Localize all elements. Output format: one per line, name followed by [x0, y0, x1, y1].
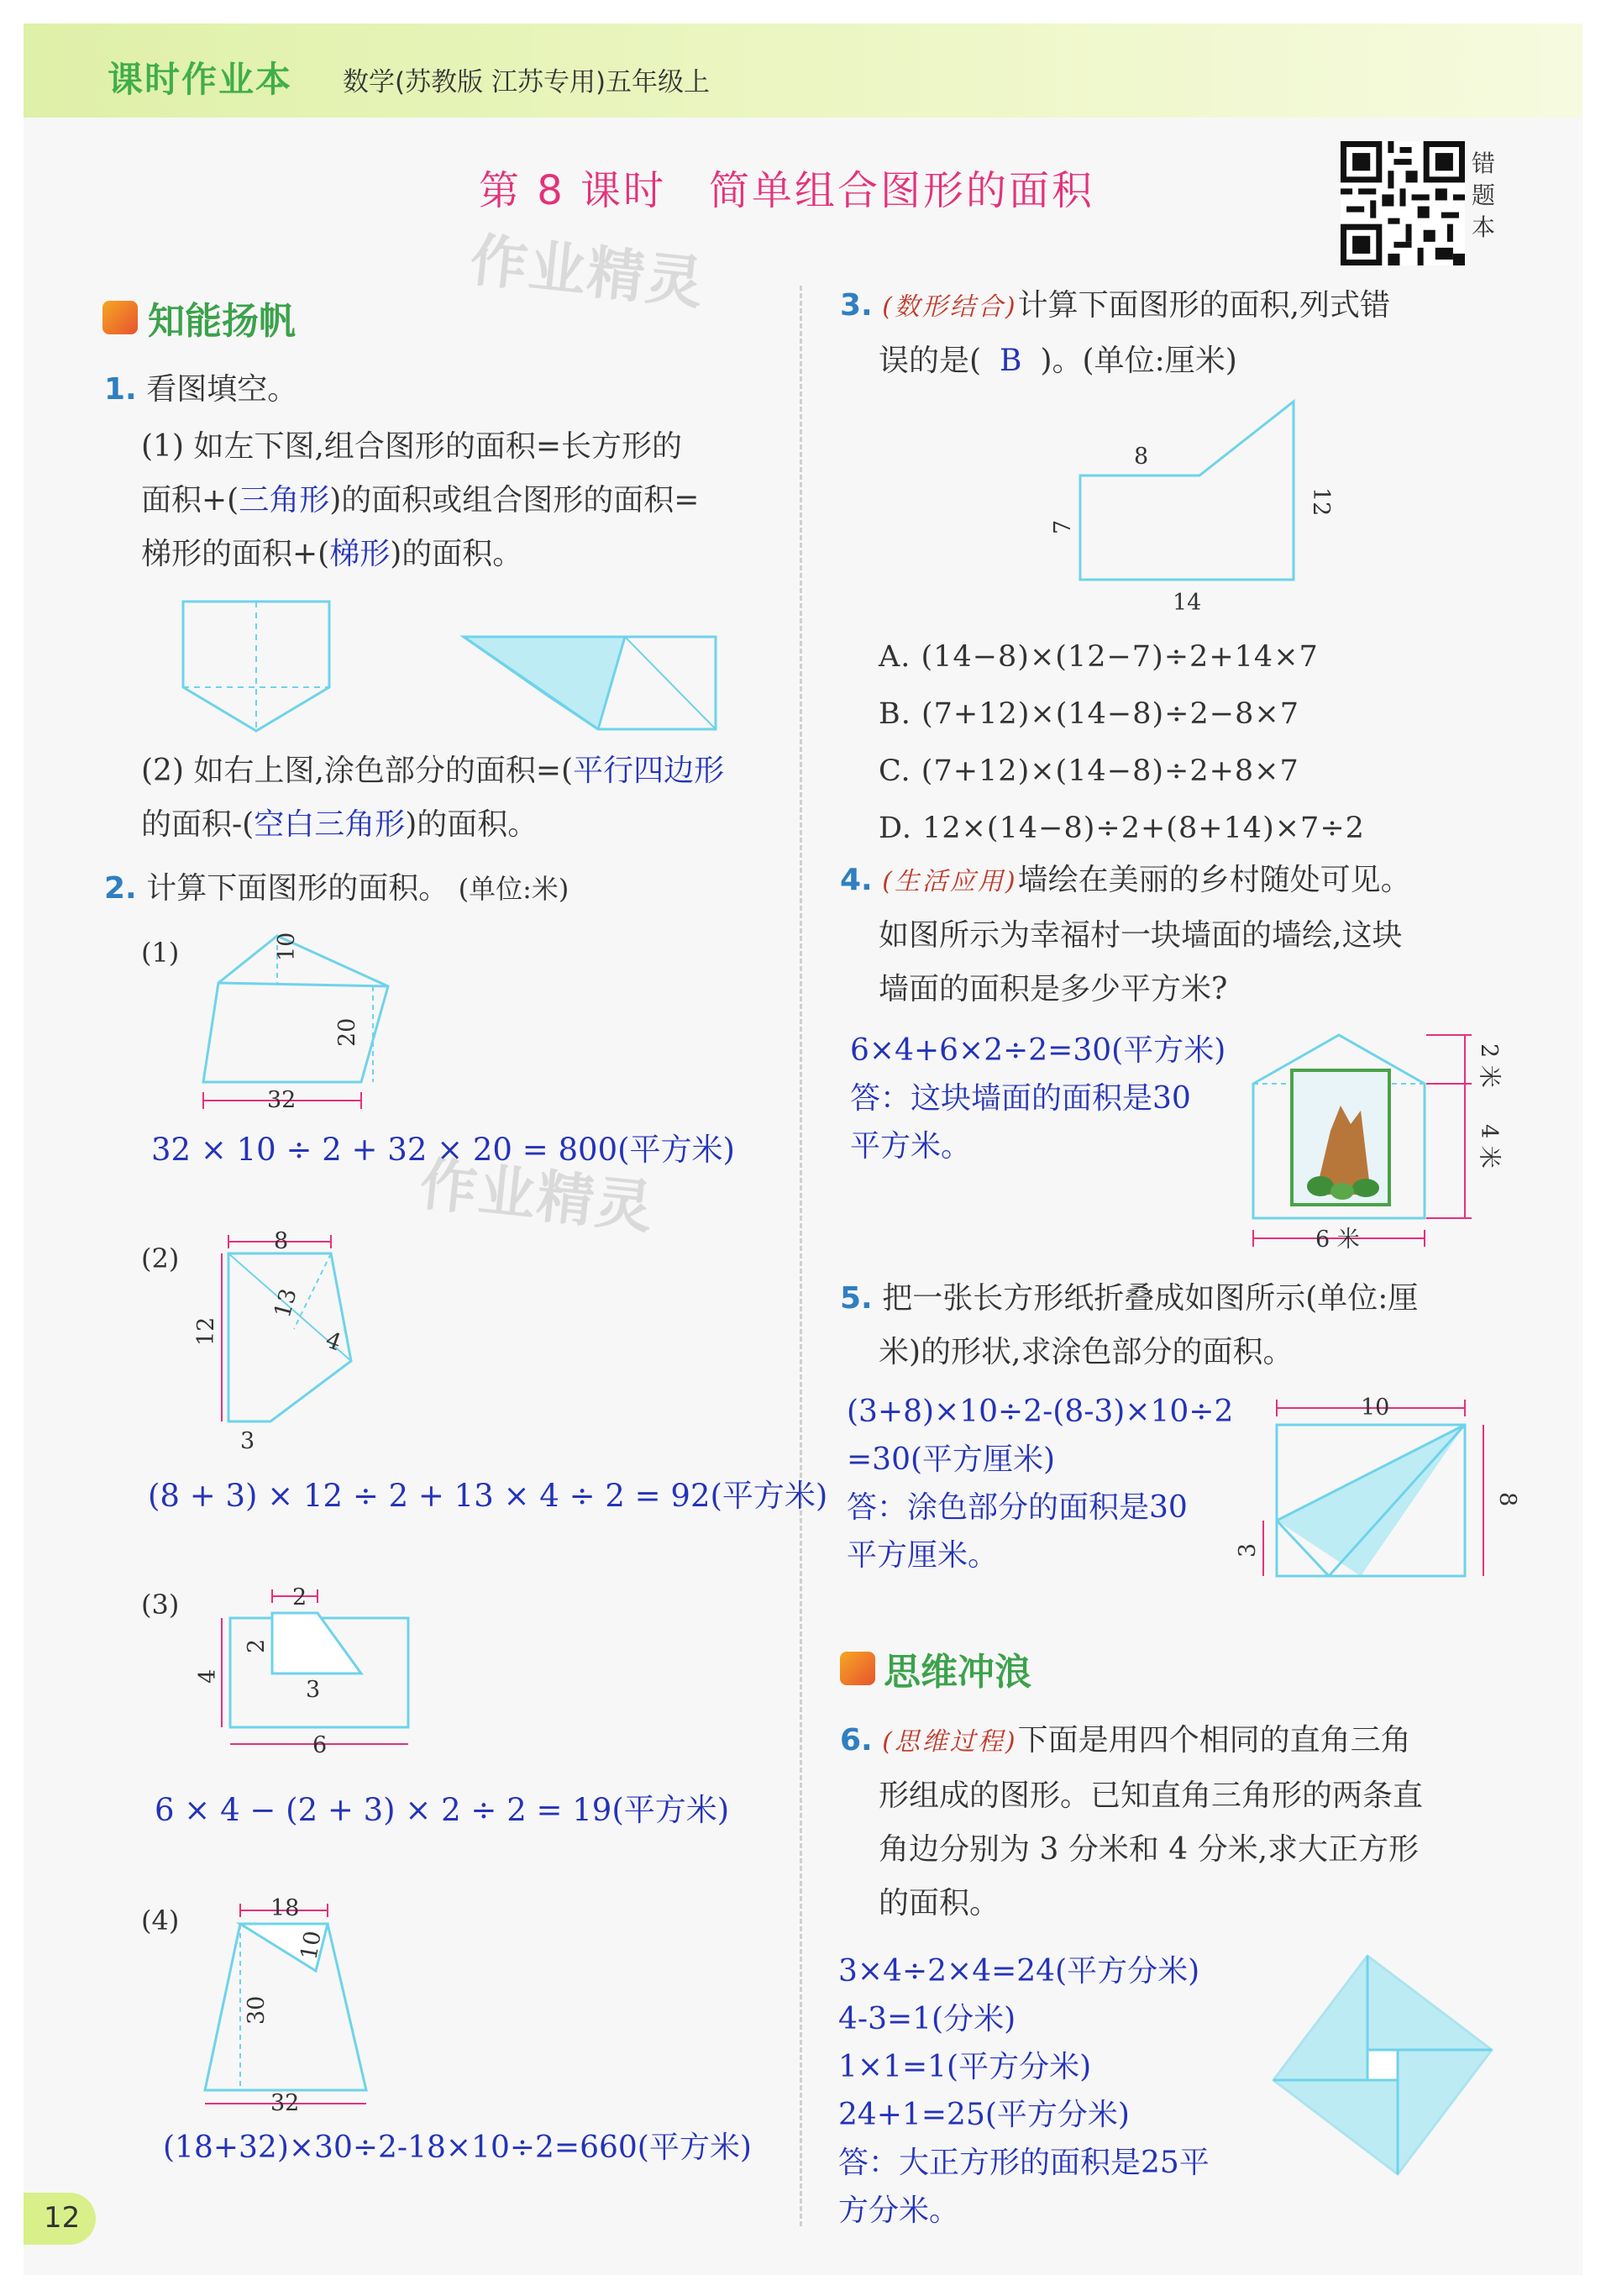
answer-equation: 6 × 4 − (2 + 3) × 2 ÷ 2 = 19(平方米)	[155, 1792, 730, 1828]
watermark: 作业精灵	[467, 227, 708, 318]
question-4-answer	[850, 1027, 1225, 1170]
answer-line: 3×4÷2×4=24(平方分米)	[838, 1954, 1200, 1989]
text-line	[141, 744, 724, 798]
text-line	[141, 474, 699, 528]
wall-painting-figure	[1243, 1030, 1512, 1257]
answer-line: 4-3=1(分米)	[838, 2002, 1016, 2036]
text-fragment: 面积+(	[141, 483, 239, 518]
pentagon-figure	[176, 596, 344, 739]
lesson-title: 第 8 课时 简单组合图形的面积	[479, 167, 1095, 214]
text-fragment: (2) 如右上图,涂色部分的面积=(	[141, 754, 574, 788]
answer-equation: (8 + 3) × 12 ÷ 2 + 13 × 4 ÷ 2 = 92(平方米)	[148, 1478, 828, 1514]
dim-label: 2 米	[1476, 1043, 1502, 1088]
option-a: A. (14−8)×(12−7)÷2+14×7	[879, 640, 1319, 674]
figure-2-2	[193, 1228, 361, 1462]
unit-note: (单位:米)	[458, 873, 569, 905]
question-text: 墙绘在美丽的乡村随处可见。	[1017, 863, 1411, 897]
dim-label: 12	[1308, 487, 1334, 517]
dim-label: 10	[296, 1928, 327, 1962]
answer-line: 平方米。	[850, 1129, 972, 1164]
dim-label: 7	[1050, 519, 1076, 534]
dim-label: 4 米	[1476, 1124, 1502, 1169]
dim-label: 3	[240, 1428, 255, 1454]
answer-line: 平方厘米。	[847, 1538, 999, 1573]
text-line: 如图所示为幸福村一块墙面的墙绘,这块	[879, 918, 1403, 953]
option-d: D. 12×(14−8)÷2+(8+14)×7÷2	[879, 812, 1365, 845]
option-c: C. (7+12)×(14−8)÷2+8×7	[879, 754, 1299, 788]
dim-label: 6	[312, 1732, 328, 1758]
book-subtitle: 数学(苏教版 江苏专用)五年级上	[343, 67, 711, 97]
dim-label: 8	[1134, 444, 1149, 470]
dim-label: 8	[274, 1228, 289, 1254]
answer-line: 方分米。	[838, 2194, 960, 2228]
text-line	[840, 1714, 1423, 1769]
text-line	[141, 528, 699, 581]
text-fragment: 误的是(	[879, 344, 982, 378]
answer-line: 答：大正方形的面积是25平	[838, 2146, 1210, 2180]
text-fragment: 梯形的面积+(	[141, 537, 330, 571]
text-line: 角边分别为 3 分米和 4 分米,求大正方形	[879, 1832, 1420, 1867]
qr-label-char: 错	[1472, 150, 1496, 177]
question-number: 4.	[840, 863, 873, 897]
dim-label: 2	[244, 1638, 270, 1653]
dim-label: 20	[334, 1017, 360, 1047]
dim-label: 32	[267, 1087, 297, 1113]
answer-fill: B	[1000, 344, 1022, 378]
figure-3	[1050, 393, 1334, 620]
answer-line: =30(平方厘米)	[847, 1442, 1056, 1477]
question-5-answer	[847, 1388, 1233, 1579]
qr-label-char: 本	[1472, 213, 1496, 241]
part-label: (1)	[141, 937, 180, 969]
question-text: 下面是用四个相同的直角三角	[1017, 1723, 1411, 1757]
dim-label: 14	[1173, 590, 1202, 616]
dim-label: 8	[1494, 1492, 1520, 1507]
answer-line: 答：这块墙面的面积是30	[850, 1081, 1191, 1116]
text-fragment: )的面积。	[390, 537, 523, 571]
sail-icon	[102, 301, 138, 334]
dim-label: 13	[269, 1285, 302, 1321]
question-number: 5.	[840, 1281, 873, 1316]
text-fragment: )的面积。	[405, 807, 538, 842]
text-line: 形组成的图形。已知直角三角形的两条直	[879, 1778, 1424, 1813]
question-number: 1.	[104, 372, 137, 407]
question-number: 2.	[104, 871, 137, 906]
question-6	[840, 1714, 1423, 1931]
answer-line: 6×4+6×2÷2=30(平方米)	[850, 1033, 1226, 1068]
question-1-part-1	[141, 420, 699, 581]
qr-code-icon[interactable]	[1341, 141, 1465, 265]
text-line	[840, 334, 1390, 388]
dim-label: 6 米	[1315, 1227, 1360, 1253]
wave-icon	[840, 1652, 875, 1685]
text-fragment: 的面积-(	[141, 807, 255, 842]
section-heading: 知能扬帆	[148, 300, 296, 343]
question-6-answer	[838, 1947, 1210, 2235]
page-number: 12	[44, 2201, 81, 2235]
answer-fill: 梯形	[329, 537, 391, 571]
wrong-answer-book-label	[1472, 148, 1502, 244]
column-divider	[800, 286, 802, 2226]
question-number: 3.	[840, 288, 873, 323]
text-line: (1) 如左下图,组合图形的面积=长方形的	[141, 429, 683, 464]
dim-label: 10	[274, 932, 300, 961]
question-1-title	[104, 363, 297, 417]
text-line	[840, 279, 1390, 334]
question-tag: (生活应用)	[882, 867, 1018, 896]
figure-2-4	[193, 1895, 395, 2117]
answer-line: 24+1=25(平方分米)	[838, 2098, 1130, 2132]
question-3	[840, 279, 1390, 388]
text-line: 的面积。	[879, 1886, 1000, 1920]
question-text: 看图填空。	[146, 372, 298, 407]
question-text: 把一张长方形纸折叠成如图所示(单位:厘	[882, 1281, 1419, 1316]
answer-equation: 32 × 10 ÷ 2 + 32 × 20 = 800(平方米)	[151, 1132, 735, 1168]
figure-2-1	[193, 924, 420, 1126]
dim-label: 18	[270, 1895, 300, 1921]
text-line	[840, 1272, 1418, 1326]
option-list	[879, 628, 1365, 857]
question-2-title	[104, 862, 569, 916]
folded-paper-figure	[1235, 1386, 1520, 1579]
dim-label: 4	[322, 1327, 345, 1357]
question-5	[840, 1272, 1418, 1379]
text-fragment: )。(单位:厘米)	[1040, 344, 1237, 378]
answer-fill: 三角形	[239, 483, 330, 518]
question-1-part-2	[141, 744, 724, 852]
dim-label: 4	[195, 1668, 221, 1684]
question-text: 计算下面图形的面积。	[146, 871, 449, 906]
pinwheel-square-figure	[1263, 1951, 1507, 2194]
dim-label: 3	[1235, 1542, 1261, 1558]
parallelogram-figure	[460, 630, 729, 739]
answer-line: (3+8)×10÷2-(8-3)×10÷2	[847, 1395, 1234, 1429]
qr-label-char: 题	[1472, 181, 1496, 209]
text-line	[840, 854, 1411, 909]
answer-equation: (18+32)×30÷2-18×10÷2=660(平方米)	[163, 2130, 752, 2165]
question-number: 6.	[840, 1723, 873, 1757]
text-line	[141, 798, 724, 852]
answer-line: 答：涂色部分的面积是30	[847, 1490, 1188, 1525]
section-heading: 思维冲浪	[884, 1651, 1031, 1694]
part-label: (3)	[141, 1589, 180, 1621]
figure-2-3	[193, 1579, 420, 1764]
dim-label: 32	[270, 2090, 300, 2116]
answer-line: 1×1=1(平方分米)	[838, 2050, 1092, 2084]
answer-fill: 空白三角形	[254, 807, 406, 842]
dim-label: 10	[1361, 1395, 1390, 1421]
question-text: 计算下面图形的面积,列式错	[1017, 288, 1391, 323]
question-tag: (思维过程)	[882, 1727, 1018, 1757]
part-label: (4)	[141, 1905, 180, 1936]
option-b: B. (7+12)×(14−8)÷2−8×7	[879, 697, 1299, 731]
dim-label: 12	[193, 1316, 219, 1346]
text-line: 墙面的面积是多少平方米?	[879, 972, 1228, 1006]
question-tag: (数形结合)	[882, 292, 1018, 322]
book-title: 课时作业本	[108, 59, 293, 100]
dim-label: 30	[244, 1995, 270, 2025]
question-4	[840, 854, 1411, 1017]
part-label: (2)	[141, 1243, 180, 1274]
answer-fill: 平行四边形	[573, 754, 725, 788]
dim-label: 2	[292, 1584, 307, 1610]
dim-label: 3	[306, 1677, 321, 1703]
text-fragment: )的面积或组合图形的面积=	[329, 483, 700, 518]
watermark: 作业精灵	[417, 1151, 658, 1243]
text-line: 米)的形状,求涂色部分的面积。	[879, 1335, 1294, 1369]
